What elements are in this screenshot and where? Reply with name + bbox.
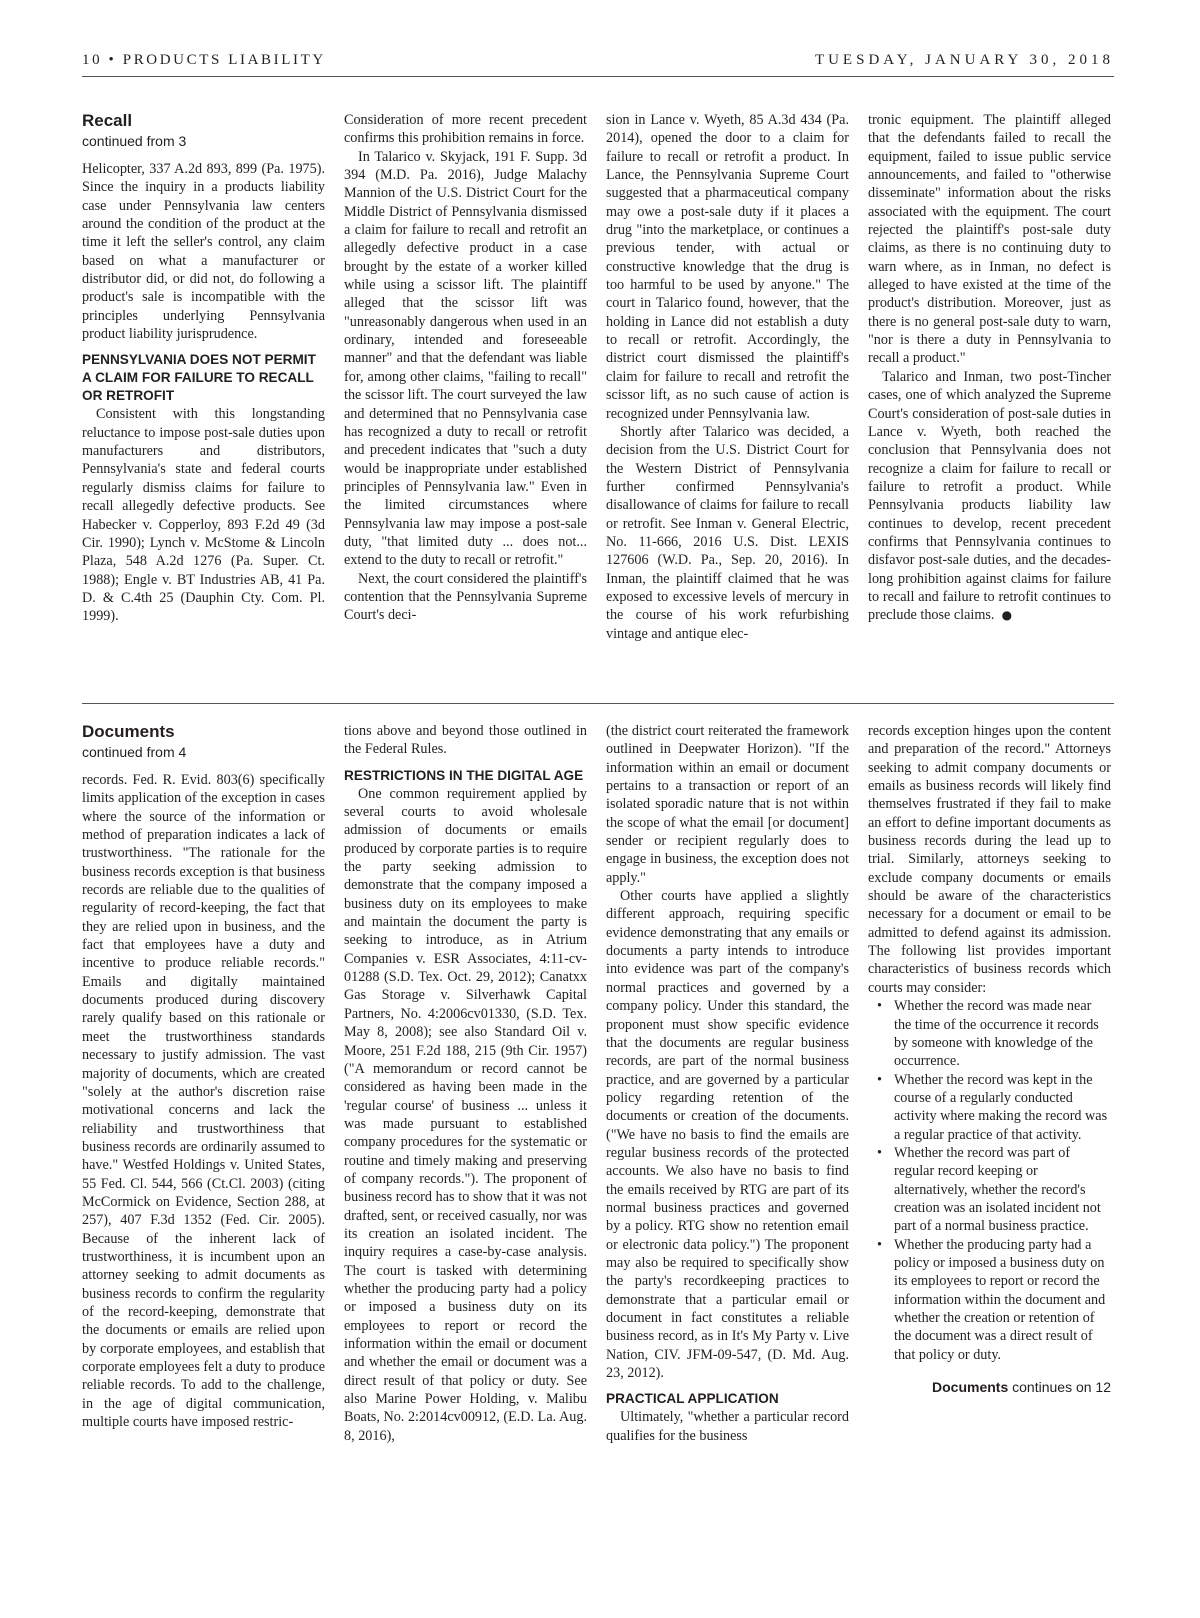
recall-col2-paragraph-2: In Talarico v. Skyjack, 191 F. Supp. 3d 394 (M.D. Pa. 2016), Judge Malachy Mannion of the U.S. District Court for the Middle District of Pennsylvania dismissed a claim for failure to recall and retrofit an allegedly defective product in a case brought by the estate of a worker killed while using a scissor lift. The plaintiff alleged that the scissor lift was "unreasonably dangerous when used in an ordinary, intended and foreseeable manner" and that the defendant was liable for, among other claims, "failing to recall" the scissor lift. The court surveyed the law and determined that no Pennsylvania case has recognized a duty to recall or retrofit and precedent indicates that "such a duty would be inappropriate under established principles of Pennsylvania law." Even in the limited circumstances where Pennsylvania law may impose a post-sale duty, "that limited duty ... does not... extend to the duty to recall or retrofit." <box>344 148 587 569</box>
documents-subhead-practical: PRACTICAL APPLICATION <box>606 1391 779 1407</box>
list-item: • Whether the record was kept in the course of a regularly conducted activity where making the record was a regular practice of that activity. <box>894 1071 1111 1144</box>
recall-col2-paragraph: Consideration of more recent precedent confirms this prohibition remains in force. <box>344 112 587 147</box>
recall-col4-paragraph: tronic equipment. The plaintiff alleged that the defendants failed to recall the equipment, failed to issue public service announcements, and failed to "otherwise disseminate" information about the risks associated with the equipment. The court rejected the plaintiff's post-sale duty claims, as there is no continuing duty to warn where, as in Inman, no defect is alleged to have existed at the time of the product's distribution. Moreover, just as there is no general post-sale duty to warn, "nor is there a duty in Pennsylvania to recall a product." <box>868 112 1111 367</box>
documents-col3-paragraph-3: Ultimately, "whether a particular record qualifies for the business <box>606 1409 849 1444</box>
page-header <box>82 48 1114 74</box>
documents-title: Documents <box>82 722 175 741</box>
section-divider <box>82 703 1114 704</box>
list-item: • Whether the producing party had a policy or imposed a business duty on its employees to report or record the information within the document and whether the creation or retention of the document was a direct result of that policy or duty. <box>894 1236 1111 1364</box>
documents-col2-paragraph-2: One common requirement applied by several courts to avoid wholesale admission of documents or emails produced by corporate parties is to require the party seeking admission to demonstrate that the company imposed a business duty on its employees to make and maintain the document the party is seeking to introduce, as in Atrium Companies v. ESR Associates, 4:11-cv-01288 (S.D. Tex. Oct. 29, 2012); Canatxx Gas Storage v. Silverhawk Capital Partners, No. 4:2006cv01330, (S.D. Tex. May 8, 2008); see also Standard Oil v. Moore, 251 F.2d 188, 215 (9th Cir. 1957) ("A memorandum or record cannot be considered as having been made in the 'regular course' of business ... unless it was made pursuant to established company procedures for the systematic or routine and timely making and preserving of company records."). The proponent of business record has to show that it was not drafted, sent, or received casually, nor was its creation an isolated incident. The inquiry requires a case-by-case analysis. The court is tasked with determining whether the producing party had a policy or imposed a business duty on its employees to report or record the information within the email or document and whether the email or document was a direct result of that policy or duty. See also Marine Power Holding, v. Malibu Boats, No. 2:2014cv00912, (E.D. La. Aug. 8, 2016), <box>344 785 587 1444</box>
continuation-note <box>868 1378 1111 1396</box>
recall-continued-from: continued from 3 <box>82 133 187 149</box>
recall-column-1 <box>82 111 325 626</box>
header-section-label: 10 • PRODUCTS LIABILITY <box>82 52 326 68</box>
recall-title: Recall <box>82 111 133 130</box>
continuation-text: continues on 12 <box>1008 1379 1111 1396</box>
recall-col3-paragraph-2: Shortly after Talarico was decided, a decision from the U.S. District Court for the Western District of Pennsylvania further confirmed Pennsylvania's disallowance of claims for failure to recall or retrofit. See Inman v. General Electric, No. 11-666, 2016 U.S. Dist. LEXIS 127606 (W.D. Pa., Sep. 20, 2016). In Inman, the plaintiff claimed that he was exposed to excessive levels of mercury in the course of his work refurbishing vintage and antique elec- <box>606 423 849 642</box>
recall-col4-paragraph-2 <box>868 368 1111 625</box>
documents-column-2 <box>344 722 587 1445</box>
list-item: • Whether the record was part of regular record keeping or alternatively, whether the record's creation was an isolated incident not part of a normal business practice. <box>894 1144 1111 1236</box>
documents-continued-from: continued from 4 <box>82 744 187 760</box>
recall-col1-paragraph: Helicopter, 337 A.2d 893, 899 (Pa. 1975). Since the inquiry in a products liability case under Pennsylvania law centers around the condition of the product at the time it left the seller's control, any claim based on what a manufacturer or distributor did, or did not, do following a product's sale is incompatible with the principles underlying Pennsylvania product liability jurisprudence. <box>82 161 325 343</box>
end-of-article-icon: ● <box>1001 608 1013 623</box>
documents-column-1 <box>82 722 325 1431</box>
documents-column-4 <box>868 722 1111 1396</box>
documents-subhead-digital-age: RESTRICTIONS IN THE DIGITAL AGE <box>344 767 584 783</box>
documents-col2-paragraph: tions above and beyond those outlined in the Federal Rules. <box>344 723 587 758</box>
documents-col1-paragraph: records. Fed. R. Evid. 803(6) specifically limits application of the exception in cases where the source of the information or method of preparation indicates a lack of trustworthiness. "The rationale for the business records exception is that business records are reliable due to the qualities of regularity of record-keeping, the fact that they are relied upon in business, and the fact that employees have a duty and incentive to produce reliable records." Emails and digitally maintained documents produced during discovery rarely qualify based on this rationale or meet the trustworthiness standards necessary to justify admission. The vast majority of documents, which are created "solely at the author's discretion raise motivational concerns and lack the reliability and trustworthiness that business records are ordinarily assumed to have." Westfed Holdings v. United States, 55 Fed. Cl. 544, 566 (Ct.Cl. 2003) (citing McCormick on Evidence, Section 288, at 257), 407 F.3d 1352 (Fed. Cir. 2005). Because of the inherent lack of trustworthiness, it is incumbent upon an attorney seeking to admit documents as business records to confirm the regularity of the record-keeping, demonstrate that the documents or emails are relied upon by corporate employees, and establish that corporate employees felt a duty to produce reliable records. To add to the challenge, in the age of digital communication, multiple courts have imposed restric- <box>82 772 325 1431</box>
continuation-title: Documents <box>932 1379 1009 1396</box>
recall-col2-paragraph-3: Next, the court considered the plaintiff's contention that the Pennsylvania Supreme Court's deci- <box>344 570 587 624</box>
list-item: • Whether the record was made near the time of the occurrence it records by someone with knowledge of the occurrence. <box>894 997 1111 1070</box>
recall-column-3 <box>606 111 849 643</box>
recall-subhead: PENNSYLVANIA DOES NOT PERMIT A CLAIM FOR FAILURE TO RECALL OR RETROFIT <box>82 352 316 404</box>
characteristics-list <box>868 997 1111 1364</box>
documents-col4-paragraph: records exception hinges upon the content and preparation of the record." Attorneys seeking to admit company documents or emails as business records will likely find themselves frustrated if they fail to make an effort to define important documents as business records during the lead up to trial. Similarly, attorneys seeking to exclude company documents or emails should be aware of the characteristics necessary for a document or email to be admitted to defend against its admission. The following list provides important characteristics of business records which courts may consider: <box>868 723 1111 996</box>
documents-column-3 <box>606 722 849 1445</box>
recall-col4-text: Talarico and Inman, two post-Tincher cases, one of which analyzed the Supreme Court's consideration of post-sale duties in Lance v. Wyeth, both reached the conclusion that Pennsylvania does not recognize a claim for failure to recall or failure to retrofit a product. While Pennsylvania products liability law continues to develop, recent precedent confirms that Pennsylvania continues to disfavor post-sale duties, and the decades-long prohibition against claims for failure to recall and failure to retrofit continues to preclude those claims. <box>868 368 1111 624</box>
recall-column-4 <box>868 111 1111 625</box>
header-date: TUESDAY, JANUARY 30, 2018 <box>814 52 1114 68</box>
recall-column-2 <box>344 111 587 625</box>
recall-col3-paragraph: sion in Lance v. Wyeth, 85 A.3d 434 (Pa. 2014), opened the door to a claim for failure to recall or retrofit a product. In Lance, the Pennsylvania Supreme Court suggested that a pharmaceutical company may owe a post-sale duty if it places a drug "into the marketplace, or continues a previous tender, with actual or constructive knowledge that the drug is too harmful to be used by anyone." The court in Talarico found, however, that the holding in Lance did not establish a duty to recall or retrofit. Accordingly, the district court dismissed the plaintiff's claim for failure to recall and retrofit the scissor lift, as no such cause of action is recognized under Pennsylvania law. <box>606 112 849 422</box>
documents-col3-paragraph-2: Other courts have applied a slightly different approach, requiring specific evidence demonstrating that any emails or documents a party intends to introduce into evidence was part of the company's normal practices and governed by a company policy. Under this standard, the proponent must show specific evidence that the documents are regular business records, are part of the normal business practice, and are governed by a particular policy regarding retention of the documents or creation of the documents. ("We have no basis to find the emails are regular business records of the protected accounts. We also have no basis to find the emails received by RTG are part of its normal business practices and governed by a policy. RTG show no retention email or electronic data policy.") The proponent may also be required to specifically show the party's recordkeeping practices to demonstrate that a particular email or document in fact constitutes a reliable business record, as in It's My Party v. Live Nation, CIV. JFM-09-547, (D. Md. Aug. 23, 2012). <box>606 888 849 1382</box>
recall-col1-paragraph-2: Consistent with this longstanding reluctance to impose post-sale duties upon manufacturers and distributors, Pennsylvania's state and federal courts regularly dismiss claims for failure to recall allegedly defective products. See Habecker v. Copperloy, 893 F.2d 49 (3d Cir. 1990); Lynch v. McStome & Lincoln Plaza, 548 A.2d 1276 (Pa. Super. Ct. 1988); Engle v. BT Industries AB, 41 Pa. D. & C.4th 25 (Dauphin Cty. Com. Pl. 1999). <box>82 406 325 625</box>
header-rule <box>82 76 1114 77</box>
documents-col3-paragraph: (the district court reiterated the framework outlined in Deepwater Horizon). "If the information within an email or document pertains to a transaction or report of an isolated sporadic nature that is not within the scope of what the email [or document] sender or recipient regularly does to engage in business, the exception does not apply." <box>606 723 849 886</box>
